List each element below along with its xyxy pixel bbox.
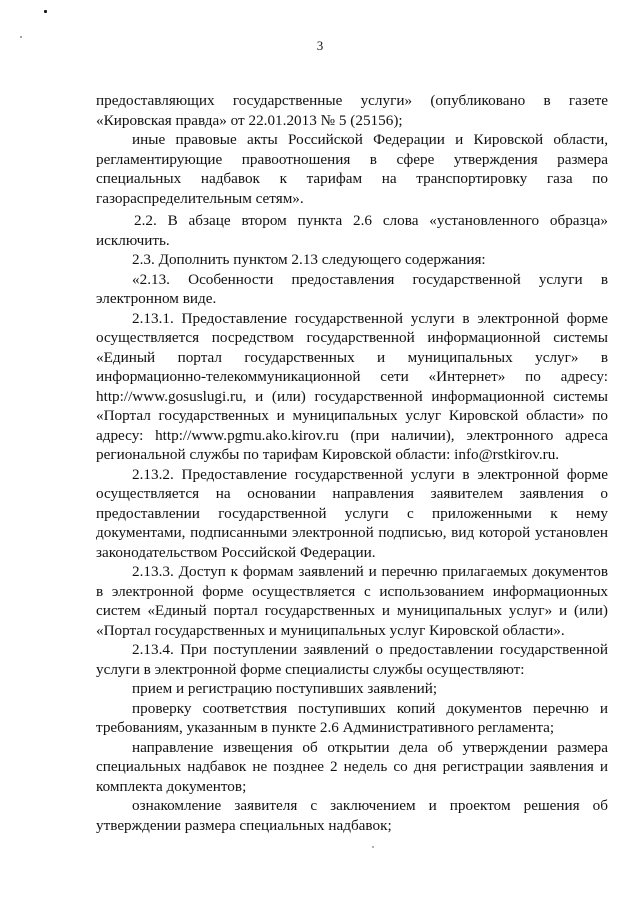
paragraph: 2.3. Дополнить пунктом 2.13 следующего содержания: bbox=[132, 251, 486, 268]
paragraph: 2.13.1. Предоставление государственной услуги в электронной форме осуществляется посредством государственной информационной системы «Единый портал государственных и муниципальных услуг» в информационно-телекоммуникационной сети «Интернет» по адресу: http://www.gosuslugi.ru, и (или) государственной информационной системы «Портал государственных и муниципальных услуг Кировской области» по адресу: http://www.pgmu.ako.kirov.ru (при наличии), электронного адреса региональной службы по тарифам Кировской области: info@rstkirov.ru. bbox=[96, 309, 608, 463]
paragraph: 2.13.3. Доступ к формам заявлений и перечню прилагаемых документов в электронной форме осуществляется с использованием информационных систем «Единый портал государственных и муниципальных услуг» и (или) «Портал государственных и муниципальных услуг Кировской области». bbox=[96, 563, 608, 639]
paragraph: «2.13. Особенности предоставления государственной услуги в электронном виде. bbox=[96, 270, 608, 307]
paragraph: направление извещения об открытии дела об утверждении размера специальных надбавок не позднее 2 недель со дня регистрации заявления и комплекта документов; bbox=[96, 738, 608, 795]
paragraph: проверку соответствия поступивших копий документов перечню и требованиям, указанным в пункте 2.6 Административного регламента; bbox=[96, 699, 608, 736]
scan-speck bbox=[372, 846, 374, 848]
paragraph: прием и регистрацию поступивших заявлений; bbox=[132, 680, 438, 697]
paragraph: 2.13.4. При поступлении заявлений о предоставлении государственной услуги в электронной форме специалисты службы осуществляют: bbox=[96, 641, 608, 678]
page-number: 3 bbox=[316, 38, 324, 53]
document-body bbox=[96, 91, 608, 835]
paragraph: иные правовые акты Российской Федерации и Кировской области, регламентирующие правоотношения в сфере утверждения размера специальных надбавок к тарифам на транспортировку газа по газораспределительным сетям». bbox=[96, 131, 608, 207]
paragraph: предоставляющих государственные услуги» (опубликовано в газете «Кировская правда» от 22.01.2013 № 5 (25156); bbox=[96, 92, 608, 129]
paragraph: 2.13.2. Предоставление государственной услуги в электронной форме осуществляется на основании направления заявителем заявления о предоставлении государственной услуги с приложенными к нему документами, подписанными электронной подписью, вид которой установлен законодательством Российской Федерации. bbox=[96, 465, 608, 561]
paragraph: ознакомление заявителя с заключением и проектом решения об утверждении размера специальных надбавок; bbox=[96, 797, 608, 834]
paragraph: 2.2. В абзаце втором пункта 2.6 слова «установленного образца» исключить. bbox=[96, 212, 608, 249]
scan-speck bbox=[44, 10, 47, 13]
